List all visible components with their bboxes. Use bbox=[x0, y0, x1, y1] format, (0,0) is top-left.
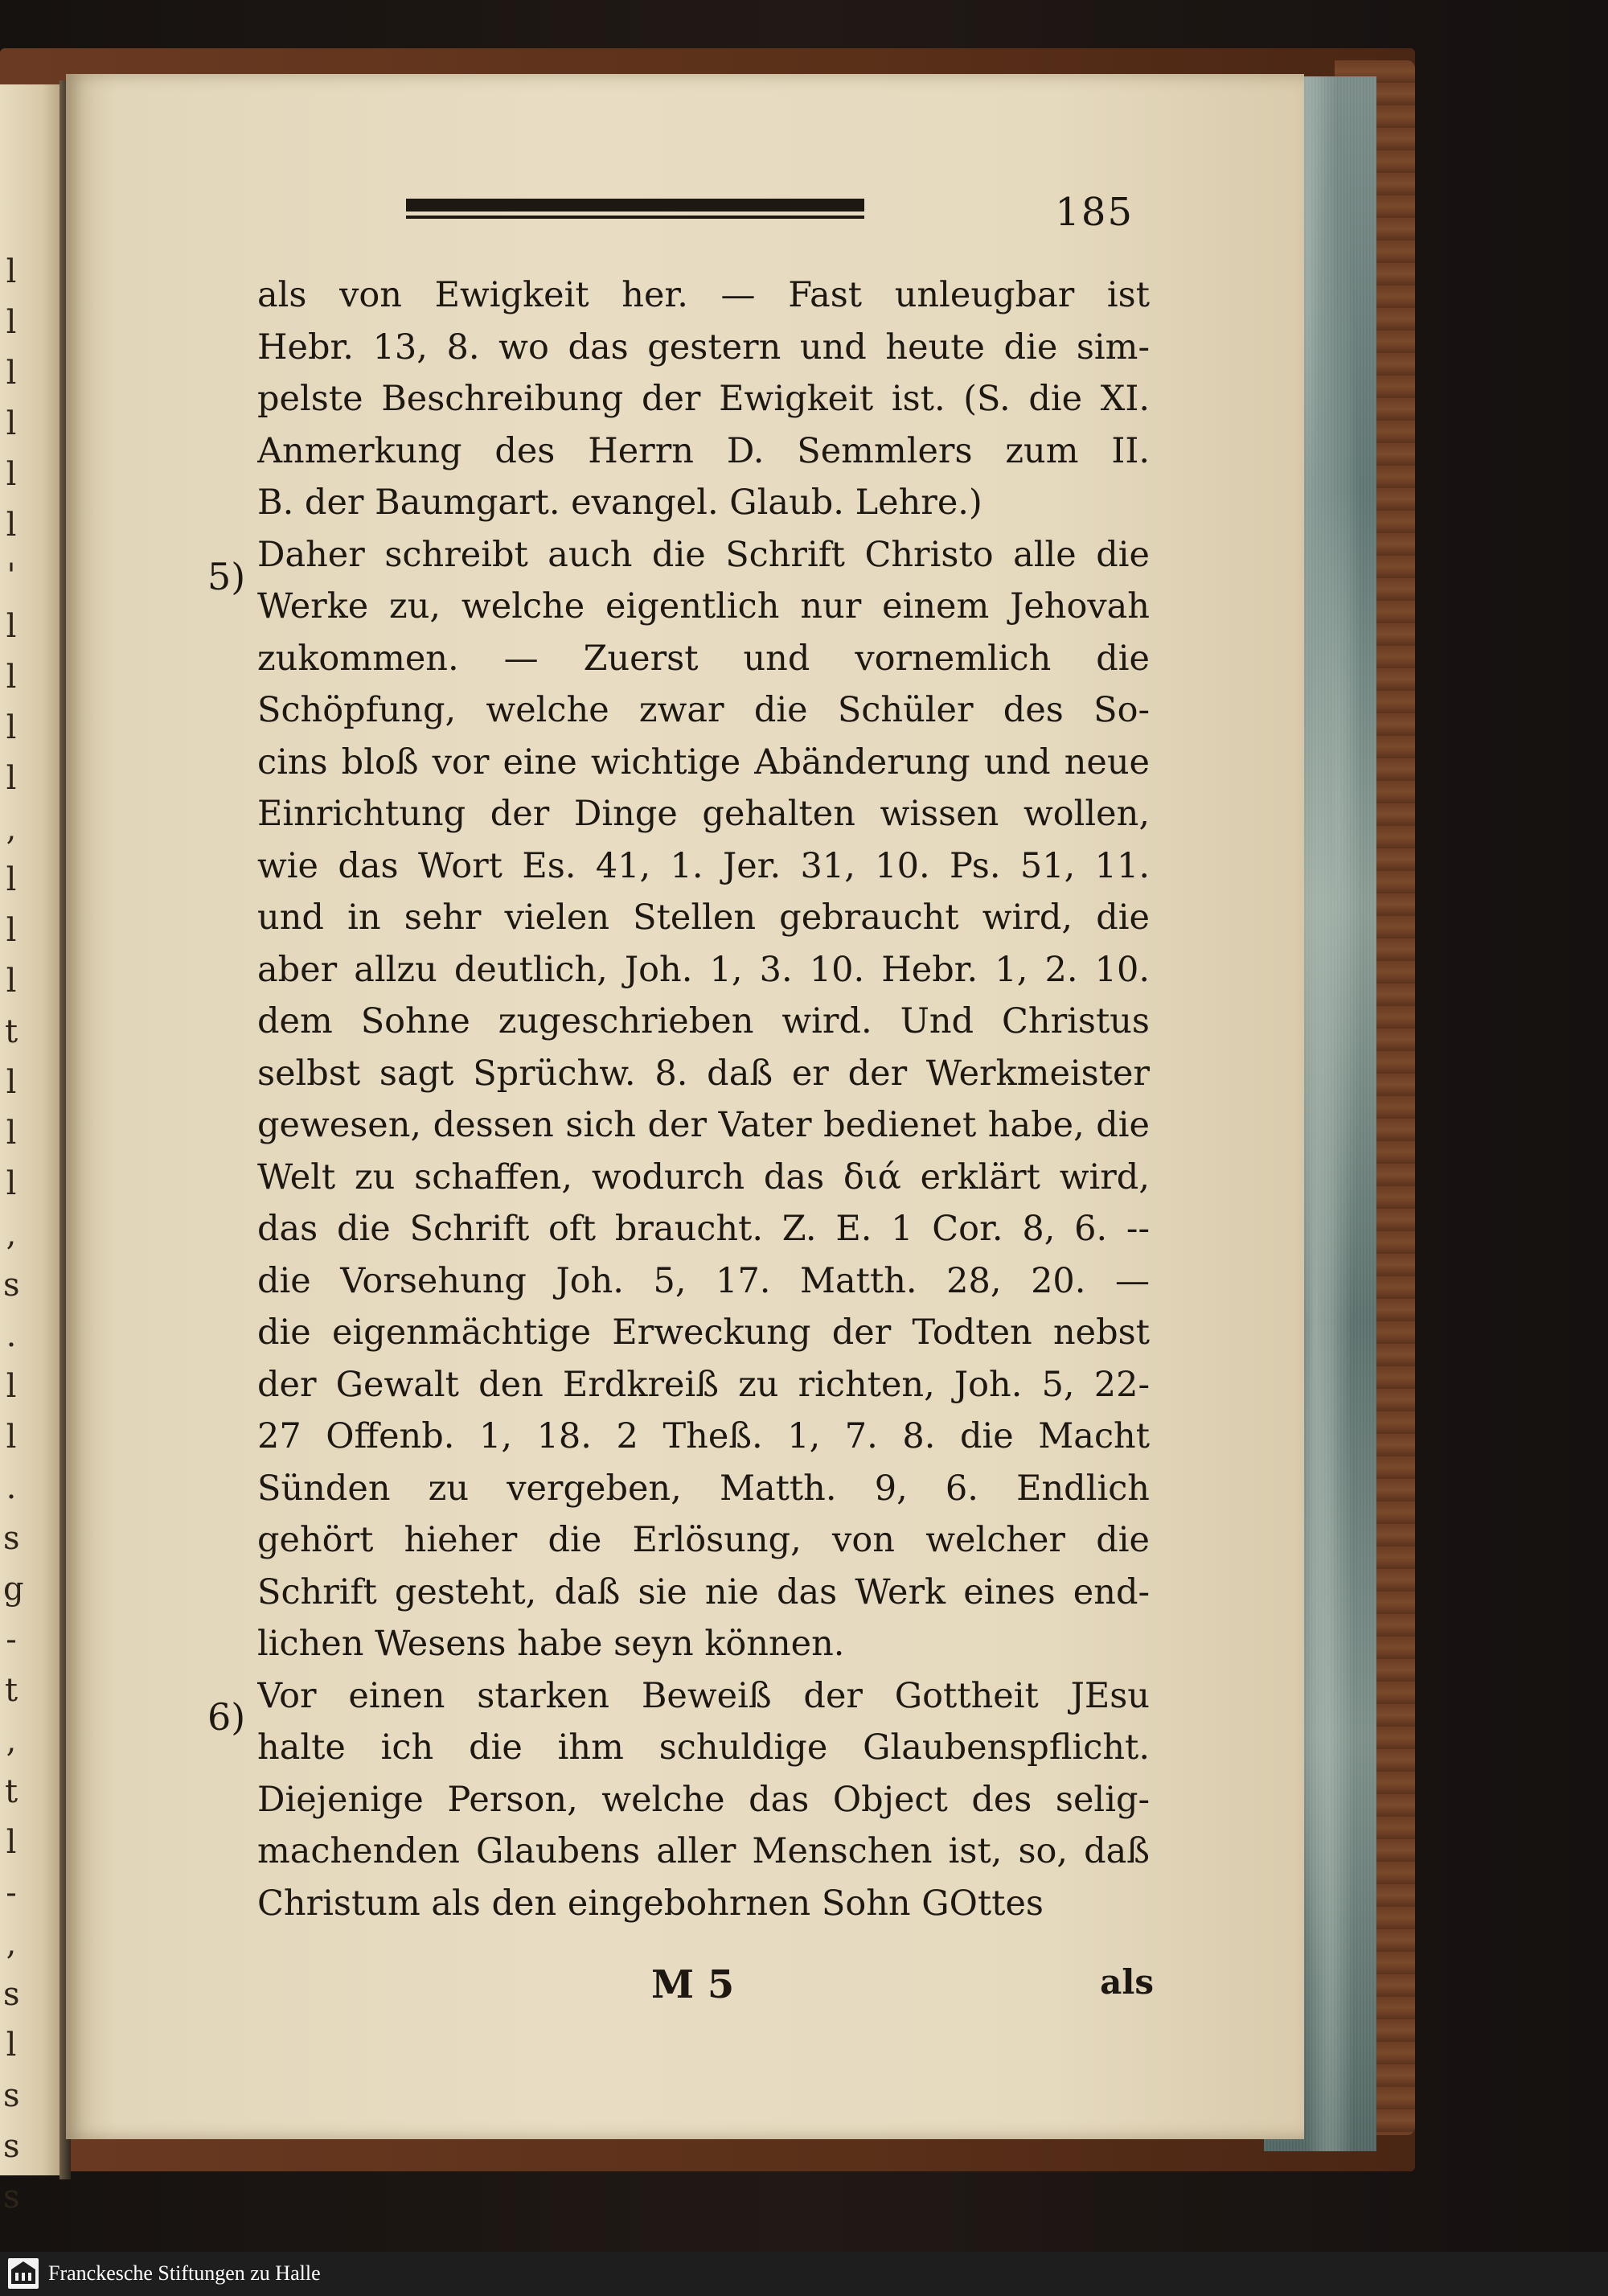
text-line: Schöpfung, welche zwar die Schüler des So- bbox=[257, 690, 1150, 730]
text-line: B. der Baumgart. evangel. Glaub. Lehre.) bbox=[257, 483, 982, 523]
text-line: Schrift gesteht, daß sie nie das Werk eines end- bbox=[257, 1571, 1150, 1612]
header-rule bbox=[406, 199, 864, 221]
text-line: Anmerkung des Herrn D. Semmlers zum II. bbox=[257, 430, 1150, 471]
left-page-glyph: l bbox=[6, 861, 17, 898]
left-page-glyph: s bbox=[3, 2077, 20, 2114]
header-rule-thin bbox=[406, 216, 864, 219]
text-line: die Vorsehung Joh. 5, 17. Matth. 28, 20. — bbox=[257, 1260, 1150, 1301]
left-page-glyph: l bbox=[6, 709, 17, 746]
left-page-glyph: l bbox=[6, 1064, 17, 1101]
text-line: pelste Beschreibung der Ewigkeit ist. (S. die XI. bbox=[257, 379, 1150, 419]
left-page-glyph: l bbox=[6, 963, 17, 1000]
text-line: gewesen, dessen sich der Vater bedienet habe, die bbox=[257, 1105, 1150, 1145]
left-page-glyph: , bbox=[6, 1925, 17, 1962]
text-line: gehört hieher die Erlösung, von welcher die bbox=[257, 1520, 1150, 1560]
left-page-glyph: s bbox=[3, 2128, 20, 2165]
left-page-glyph: l bbox=[6, 1368, 17, 1405]
text-line: Einrichtung der Dinge gehalten wissen wollen, bbox=[257, 794, 1150, 834]
left-page-glyph: . bbox=[6, 1469, 17, 1506]
left-page-glyph: t bbox=[4, 1672, 18, 1709]
text-line: lichen Wesens habe seyn können. bbox=[257, 1624, 845, 1664]
left-page-glyph: l bbox=[6, 253, 17, 290]
text-line: Werke zu, welche eigentlich nur einem Jehovah bbox=[257, 586, 1150, 626]
signature-mark: M 5 bbox=[651, 1962, 735, 2007]
list-marker-6: 6) bbox=[207, 1695, 246, 1739]
left-page-glyph: t bbox=[4, 1013, 18, 1050]
text-line: machenden Glaubens aller Menschen ist, so, daß bbox=[257, 1831, 1150, 1871]
left-page-glyph: . bbox=[6, 1317, 17, 1354]
text-line: als von Ewigkeit her. — Fast unleugbar ist bbox=[257, 275, 1150, 315]
text-line: dem Sohne zugeschrieben wird. Und Christus bbox=[257, 1001, 1150, 1041]
text-line: wie das Wort Es. 41, 1. Jer. 31, 10. Ps. 51, 11. bbox=[257, 845, 1150, 886]
footer-bar bbox=[0, 2252, 1608, 2296]
left-page-glyph: l bbox=[6, 659, 17, 696]
text-line: halte ich die ihm schuldige Glaubenspflicht. bbox=[257, 1727, 1150, 1768]
left-page-glyph: l bbox=[6, 2027, 17, 2064]
left-page-glyph: - bbox=[6, 1621, 17, 1658]
text-line: Daher schreibt auch die Schrift Christo alle die bbox=[257, 534, 1150, 575]
left-page-glyph: , bbox=[6, 1723, 17, 1760]
text-line: aber allzu deutlich, Joh. 1, 3. 10. Hebr. 1, 2. 10. bbox=[257, 949, 1150, 990]
text-line: Hebr. 13, 8. wo das gestern und heute die sim- bbox=[257, 327, 1150, 368]
left-page-glyph: s bbox=[3, 2179, 20, 2216]
institution-logo-icon bbox=[8, 2258, 39, 2289]
text-line: die eigenmächtige Erweckung der Todten nebst bbox=[257, 1312, 1150, 1353]
text-line: 27 Offenb. 1, 18. 2 Theß. 1, 7. 8. die Macht bbox=[257, 1416, 1150, 1456]
left-page-glyph: l bbox=[6, 1115, 17, 1152]
left-page-glyph: , bbox=[6, 811, 17, 848]
left-page-glyph: l bbox=[6, 608, 17, 645]
left-page-glyph: s bbox=[3, 1267, 20, 1304]
catchword: als bbox=[1100, 1962, 1154, 2002]
left-page-glyph: l bbox=[6, 912, 17, 949]
left-page-glyph: l bbox=[6, 355, 17, 392]
text-line: Sünden zu vergeben, Matth. 9, 6. Endlich bbox=[257, 1468, 1150, 1509]
left-page-glyph: s bbox=[3, 1520, 20, 1557]
left-page-glyph: t bbox=[4, 1773, 18, 1810]
left-page-glyph: - bbox=[6, 1875, 17, 1912]
institution-name: Franckesche Stiftungen zu Halle bbox=[48, 2261, 321, 2285]
left-page-glyph: l bbox=[6, 1165, 17, 1202]
header-rule-thick bbox=[406, 199, 864, 212]
left-page-glyph: l bbox=[6, 1419, 17, 1456]
left-page-glyph: l bbox=[6, 1824, 17, 1861]
text-line: und in sehr vielen Stellen gebraucht wird, die bbox=[257, 897, 1150, 938]
list-marker-5: 5) bbox=[207, 555, 246, 598]
left-page-glyph: , bbox=[6, 1216, 17, 1253]
body-text bbox=[257, 269, 1150, 1929]
text-line: Diejenige Person, welche das Object des selig- bbox=[257, 1779, 1150, 1820]
page-number: 185 bbox=[1055, 190, 1134, 235]
text-line: Welt zu schaffen, wodurch das διά erklärt wird, bbox=[257, 1156, 1150, 1197]
text-line: zukommen. — Zuerst und vornemlich die bbox=[257, 638, 1150, 679]
text-line: selbst sagt Sprüchw. 8. daß er der Werkmeister bbox=[257, 1053, 1150, 1094]
left-page-glyph: l bbox=[6, 304, 17, 341]
text-line: der Gewalt den Erdkreiß zu richten, Joh. 5, 22- bbox=[257, 1364, 1150, 1405]
text-line: Christum als den eingebohrnen Sohn GOttes bbox=[257, 1883, 1044, 1924]
left-page-glyph: g bbox=[3, 1571, 24, 1608]
text-line: das die Schrift oft braucht. Z. E. 1 Cor. 8, 6. -- bbox=[257, 1209, 1150, 1249]
left-page-glyph: ' bbox=[6, 557, 16, 594]
left-page-fragment bbox=[0, 84, 61, 2216]
left-page-glyph: l bbox=[6, 456, 17, 493]
left-page-glyph: l bbox=[6, 760, 17, 797]
left-page-glyph: l bbox=[6, 507, 17, 544]
left-page-glyph: s bbox=[3, 1976, 20, 2013]
left-page-glyph: l bbox=[6, 405, 17, 442]
text-line: Vor einen starken Beweiß der Gottheit JEsu bbox=[257, 1675, 1150, 1716]
text-line: cins bloß vor eine wichtige Abänderung und neue bbox=[257, 741, 1150, 782]
